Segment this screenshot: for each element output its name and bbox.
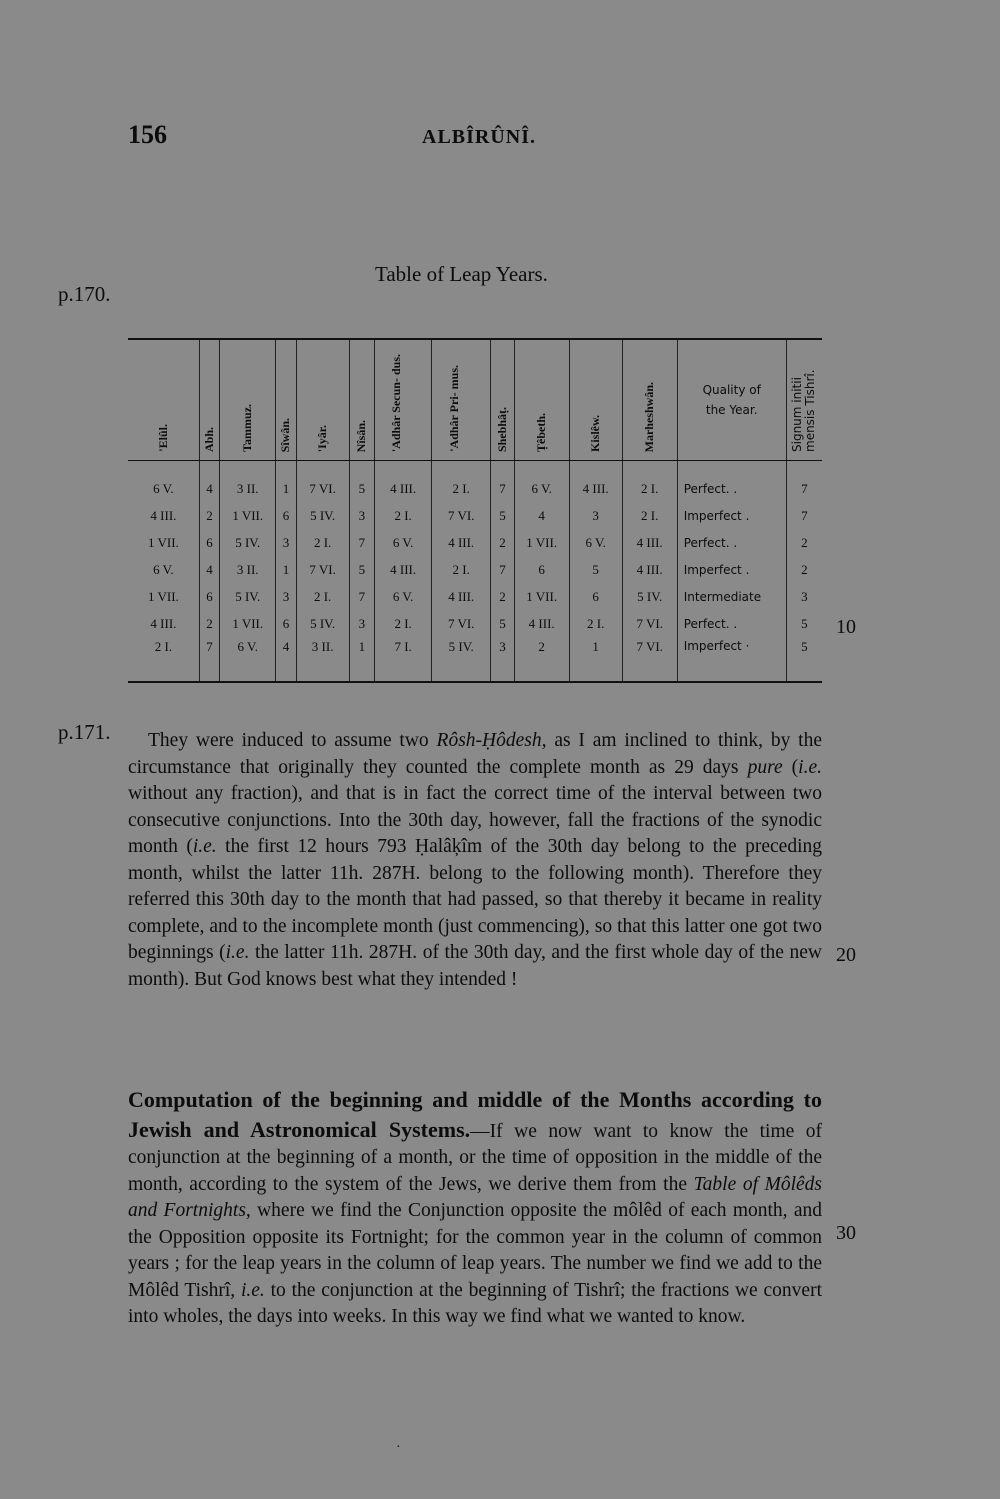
column-header: 'Iyâr. (296, 339, 349, 461)
table-cell: 2 I. (432, 556, 491, 583)
table-row (128, 461, 822, 503)
table-cell: 5 (491, 610, 514, 637)
table-cell: 3 (349, 502, 374, 529)
table-cell: 2 I. (432, 461, 491, 503)
table-cell: 1 VII. (148, 588, 179, 604)
table-cell: 7 VI. (432, 610, 491, 637)
table-cell: 2 I. (154, 639, 173, 654)
table-cell: 6 (199, 583, 219, 610)
table-cell: 4 (276, 637, 296, 682)
table-cell: 4 (514, 502, 569, 529)
text-run: —If we now want to know the time of conjunction at the beginning of a month, or the time of opposition in the middle of the month, according to the system of the Jews, we derive them from the (128, 1120, 822, 1195)
table-header-row (128, 339, 822, 461)
table-cell: 1 VII. (148, 534, 179, 550)
table-cell: 5 IV. (296, 610, 349, 637)
column-header: Signum initii mensis Tishrî. (786, 339, 822, 461)
column-header: Sîwân. (276, 339, 296, 461)
table-row (128, 637, 822, 682)
page-number: 156 (128, 120, 167, 149)
table-cell: Imperfect · (677, 637, 786, 682)
table-cell: 4 III. (622, 556, 677, 583)
table-cell: 1 (276, 461, 296, 503)
table-cell: 2 (786, 529, 822, 556)
table-cell: 4 III. (375, 461, 432, 503)
body-paragraph (128, 728, 822, 993)
table-cell: 3 (276, 529, 296, 556)
table-cell: 4 (199, 461, 219, 503)
column-header: Abh. (199, 339, 219, 461)
column-header: 'Adhâr Pri- mus. (432, 339, 491, 461)
table-row (128, 556, 822, 583)
table-cell: 3 (349, 610, 374, 637)
table-cell: 7 (786, 461, 822, 503)
table-cell: Perfect. . (677, 529, 786, 556)
table-cell: 2 (491, 583, 514, 610)
table-cell: 5 IV. (296, 502, 349, 529)
table-cell: 3 II. (296, 637, 349, 682)
table-cell: 7 I. (375, 637, 432, 682)
table-cell: Perfect. . (677, 461, 786, 503)
table-cell: 2 I. (375, 502, 432, 529)
table-cell: 3 (491, 637, 514, 682)
table-cell: 2 (514, 637, 569, 682)
italic-run: i.e. (225, 942, 250, 963)
column-header: Quality of the Year. (677, 339, 786, 461)
table-cell: 7 (491, 556, 514, 583)
italic-run: i.e. (798, 756, 822, 778)
table-cell: 4 III. (150, 615, 177, 631)
text-run: to the conjunction at the beginning of Tishrî; the fractions we convert into wholes, the days into weeks. In this way we find what we wanted to know. (128, 1279, 822, 1327)
table-row (128, 529, 822, 556)
italic-run: i.e. (240, 1279, 265, 1301)
section-heading: Computation of the beginning and middle of the Months according to Jewish and Astronomical Systems. (128, 1087, 822, 1142)
italic-run: pure (747, 756, 783, 778)
table-cell: 1 VII. (514, 583, 569, 610)
table-cell: Perfect. . (677, 610, 786, 637)
table-cell: 2 (786, 556, 822, 583)
table-cell: 5 IV. (220, 583, 276, 610)
table-row (128, 502, 822, 529)
running-head: ALBÎRÛNÎ. (422, 126, 537, 148)
table-title: Table of Leap Years. (375, 262, 548, 286)
table-cell: 7 VI. (622, 610, 677, 637)
column-header: Ṭêbeth. (514, 339, 569, 461)
column-header: Marheshwân. (622, 339, 677, 461)
table-cell: 3 (569, 502, 622, 529)
table-cell: 6 V. (514, 461, 569, 503)
table-cell: 2 (491, 529, 514, 556)
table-cell: 5 (349, 461, 374, 503)
body-paragraph (128, 1086, 822, 1331)
table-cell: 6 (276, 610, 296, 637)
table-cell: 6 V. (153, 561, 174, 577)
leap-years-table (128, 338, 822, 683)
italic-run: Rôsh-Ḥôdesh, (436, 730, 547, 751)
column-header: Kislêw. (569, 339, 622, 461)
table-cell: 5 IV. (622, 583, 677, 610)
table-cell: 7 (786, 502, 822, 529)
table-cell: 2 I. (569, 610, 622, 637)
italic-run: i.e. (192, 836, 217, 857)
text-run: They were induced to assume two (148, 730, 437, 751)
italic-run: Table of Môlêds and Fortnights, (128, 1173, 822, 1221)
text-run: where we find the Conjunction opposite the môlêd of each month, and the Opposition opposite its Fortnight; for the common year in the column of common years ; for the leap years in the column of leap years. The number we find we add to the Môlêd Tishrî, (128, 1200, 822, 1301)
table-cell: 2 (199, 610, 219, 637)
table-cell: 4 III. (150, 507, 177, 523)
table-cell: 7 VI. (432, 502, 491, 529)
table-cell: 6 (514, 556, 569, 583)
table-cell: Intermediate (677, 583, 786, 610)
table-cell: 2 (199, 502, 219, 529)
margin-page-ref: p.171. (58, 720, 111, 744)
table-cell: 3 II. (220, 461, 276, 503)
table-cell: 1 VII. (220, 610, 276, 637)
table-cell: 6 V. (375, 583, 432, 610)
text-run: the latter 11h. 287H. of the 30th day, and the first whole day of the new month). But God knows best what they intended ! (128, 942, 822, 990)
column-header: Shebhâṭ. (491, 339, 514, 461)
table-cell: 2 I. (296, 529, 349, 556)
table-cell: 7 (349, 583, 374, 610)
print-speck-mark: · (396, 1440, 401, 1455)
table-cell: 5 (491, 502, 514, 529)
column-header: Nîsân. (349, 339, 374, 461)
table-cell: 4 III. (569, 461, 622, 503)
table-cell: 3 II. (220, 556, 276, 583)
table-cell: 4 III. (375, 556, 432, 583)
table-cell: 2 I. (622, 461, 677, 503)
table-cell: 4 III. (432, 583, 491, 610)
table-cell: 5 IV. (220, 529, 276, 556)
text-run: as I am inclined to think, by the circumstance that originally they counted the complete month as 29 days (128, 730, 822, 778)
table-cell: 2 I. (375, 610, 432, 637)
table-cell: 2 I. (622, 502, 677, 529)
table-cell: 1 (349, 637, 374, 682)
table-cell: 2 I. (296, 583, 349, 610)
table-cell: 7 (491, 461, 514, 503)
margin-page-ref: p.170. (58, 282, 111, 306)
table-row (128, 610, 822, 637)
column-header: 'Adhâr Secun- dus. (375, 339, 432, 461)
table-cell: 3 (276, 583, 296, 610)
table-cell: 5 (786, 610, 822, 637)
table-cell: 7 VI. (296, 556, 349, 583)
table-cell: Imperfect . (677, 502, 786, 529)
table-cell: 1 VII. (220, 502, 276, 529)
table-cell: 7 VI. (622, 637, 677, 682)
table-cell: 5 (786, 637, 822, 682)
line-number: 10 (836, 616, 856, 638)
table-cell: 3 (786, 583, 822, 610)
table-row (128, 583, 822, 610)
table-cell: 7 (349, 529, 374, 556)
line-number: 20 (836, 944, 856, 966)
table-cell: 6 V. (220, 637, 276, 682)
line-number: 30 (836, 1222, 856, 1244)
table-cell: 1 (569, 637, 622, 682)
table-cell: Imperfect . (677, 556, 786, 583)
table-cell: 7 VI. (296, 461, 349, 503)
text-run: without any fraction), and that is in fact the correct time of the interval between two consecutive conjunctions. Into the 30th day, however, fall the fractions of the synodic month ( (128, 783, 822, 857)
table-cell: 4 (199, 556, 219, 583)
table-cell: 6 V. (569, 529, 622, 556)
table-cell: 4 III. (622, 529, 677, 556)
column-header: Tammuz. (220, 339, 276, 461)
table-cell: 5 (349, 556, 374, 583)
table-cell: 7 (199, 637, 219, 682)
table-cell: 4 III. (432, 529, 491, 556)
table-cell: 4 III. (514, 610, 569, 637)
table-cell: 6 V. (375, 529, 432, 556)
table-cell: 1 VII. (514, 529, 569, 556)
table-cell: 6 V. (153, 480, 174, 496)
text-run: the first 12 hours 793 Ḥalâķîm of the 30th day belong to the preceding month, whilst the latter 11h. 287H. belong to the following month). Therefore they referred this 30th day to the month that had passed, so that thereby it became in reality complete, and to the incomplete month (just commencing), so that this latter one got two beginnings ( (128, 836, 822, 963)
table-cell: 6 (199, 529, 219, 556)
table-cell: 5 (569, 556, 622, 583)
table-cell: 6 (569, 583, 622, 610)
text-run: ( (782, 756, 799, 778)
table-cell: 5 IV. (432, 637, 491, 682)
table-cell: 6 (276, 502, 296, 529)
table-cell: 1 (276, 556, 296, 583)
column-header: 'Elûl. (128, 339, 199, 461)
